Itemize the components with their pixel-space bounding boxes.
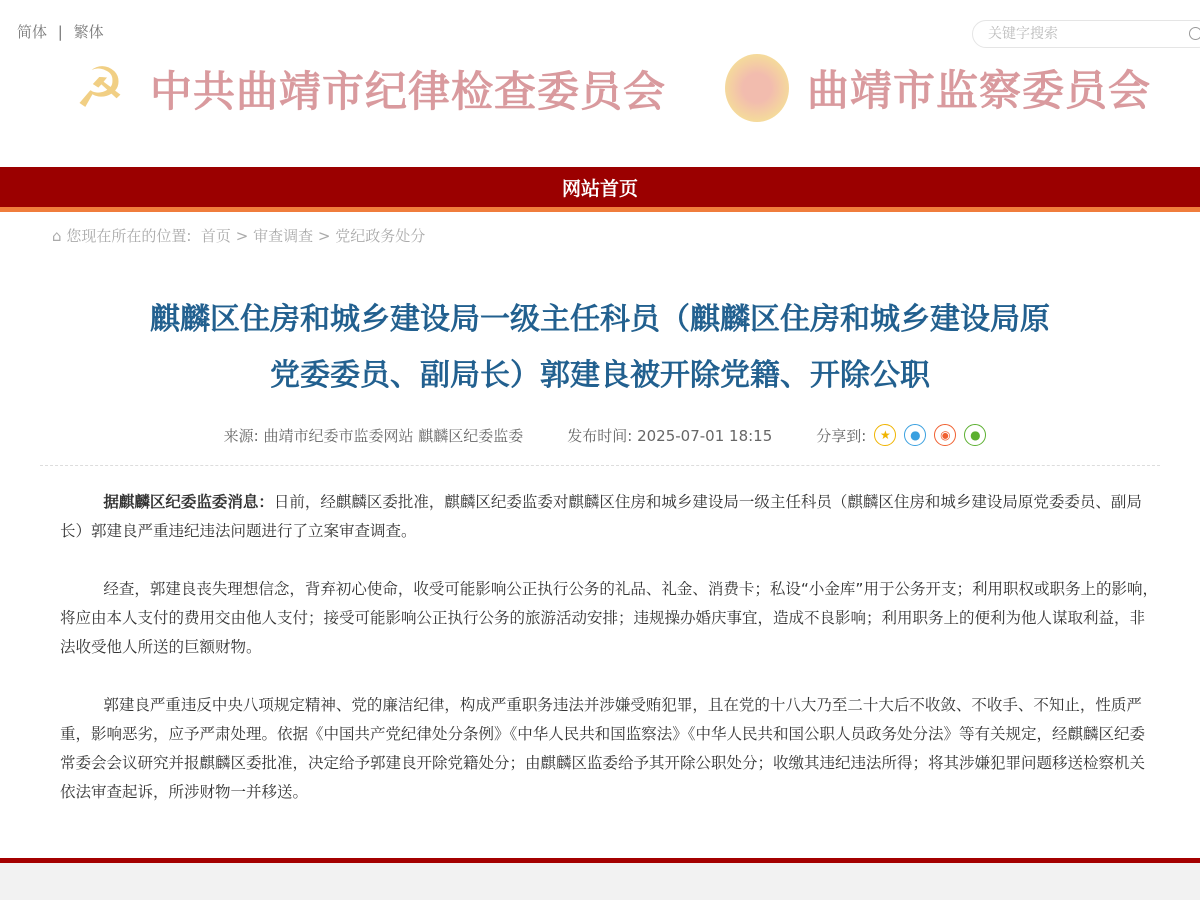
home-icon: ⌂ (52, 227, 62, 245)
title-line: 党委委员、副局长）郭建良被开除党籍、开除公职 (270, 358, 930, 393)
source: 来源: 曲靖市纪委市监委网站 麒麟区纪委监委 (223, 426, 524, 445)
breadcrumb-prefix: 您现在所在的位置: (66, 227, 192, 245)
breadcrumb-home[interactable]: 首页 (200, 227, 231, 245)
share (816, 424, 986, 446)
paragraph: 经查，郭建良丧失理想信念，背弃初心使命，收受可能影响公正执行公务的礼品、礼金、消费卡；私设“小金库”用于公务开支；利用职权或职务上的影响，将应由本人支付的费用交由他人支付；接受可能影响公正执行公务的旅游活动安排；违规操办婚庆事宜，造成不良影响；利用职务上的便利为他人谋取利益，非法收受他人所送的巨额财物。 (60, 580, 1158, 656)
qzone-icon[interactable]: ★ (874, 424, 896, 446)
simplified-link[interactable]: 简体 (17, 23, 48, 41)
logo-discipline-commission[interactable] (68, 56, 666, 122)
breadcrumb-discipline[interactable]: 党纪政务处分 (335, 227, 426, 245)
qq-icon[interactable]: ● (904, 424, 926, 446)
divider (40, 465, 1160, 466)
breadcrumb-sep: > (235, 227, 249, 245)
national-emblem-icon (725, 54, 789, 122)
search-placeholder: 关键字搜索 (988, 26, 1058, 42)
separator: | (57, 23, 63, 41)
party-emblem-icon: ☭ (74, 56, 126, 121)
share-label: 分享到: (816, 426, 867, 445)
paragraph: 郭建良严重违反中央八项规定精神、党的廉洁纪律，构成严重职务违法并涉嫌受贿犯罪，且在党的十八大乃至二十大后不收敛、不收手、不知止，性质严重，影响恶劣，应予严肃处理。依据《中国共产党纪律处分条例》《中华人民共和国监察法》《中华人民共和国公职人员政务处分法》等有关规定，经麒麟区纪委常委会会议研究并报麒麟区委批准，决定给予郭建良开除党籍处分；由麒麟区监委给予其开除公职处分；收缴其违纪违法所得；将其涉嫌犯罪问题移送检察机关依法审查起诉，所涉财物一并移送。 (60, 696, 1146, 801)
search-icon[interactable] (1189, 27, 1200, 40)
paragraph-text: 日前，经麒麟区委批准，麒麟区纪委监委对麒麟区住房和城乡建设局一级主任科员（麒麟区住房和城乡建设局原党委委员、副局长）郭建良严重违纪违法问题进行了立案审查调查。 (60, 493, 1142, 540)
article-meta (0, 424, 1200, 446)
language-switch (17, 21, 104, 42)
wechat-icon[interactable]: ● (964, 424, 986, 446)
title-line: 麒麟区住房和城乡建设局一级主任科员（麒麟区住房和城乡建设局原 (150, 302, 1050, 337)
article-body (60, 488, 1160, 836)
traditional-link[interactable]: 繁体 (73, 23, 104, 41)
breadcrumb-sep: > (317, 227, 331, 245)
weibo-icon[interactable]: ◉ (934, 424, 956, 446)
nav-home[interactable]: 网站首页 (561, 178, 638, 200)
footer (0, 858, 1200, 900)
breadcrumb-review[interactable]: 审查调查 (253, 227, 314, 245)
logo-supervision-commission[interactable] (725, 54, 1151, 122)
logo-text: 中共曲靖市纪律检查委员会 (150, 67, 667, 116)
search-input[interactable] (972, 20, 1200, 48)
article-title (80, 292, 1120, 404)
nav-bar (0, 167, 1200, 212)
publish-time: 发布时间: 2025-07-01 18:15 (567, 426, 773, 445)
lead: 据麒麟区纪委监委消息： (103, 493, 274, 511)
logo-text: 曲靖市监察委员会 (807, 66, 1152, 115)
paragraph (60, 488, 1160, 546)
breadcrumb (52, 225, 425, 246)
